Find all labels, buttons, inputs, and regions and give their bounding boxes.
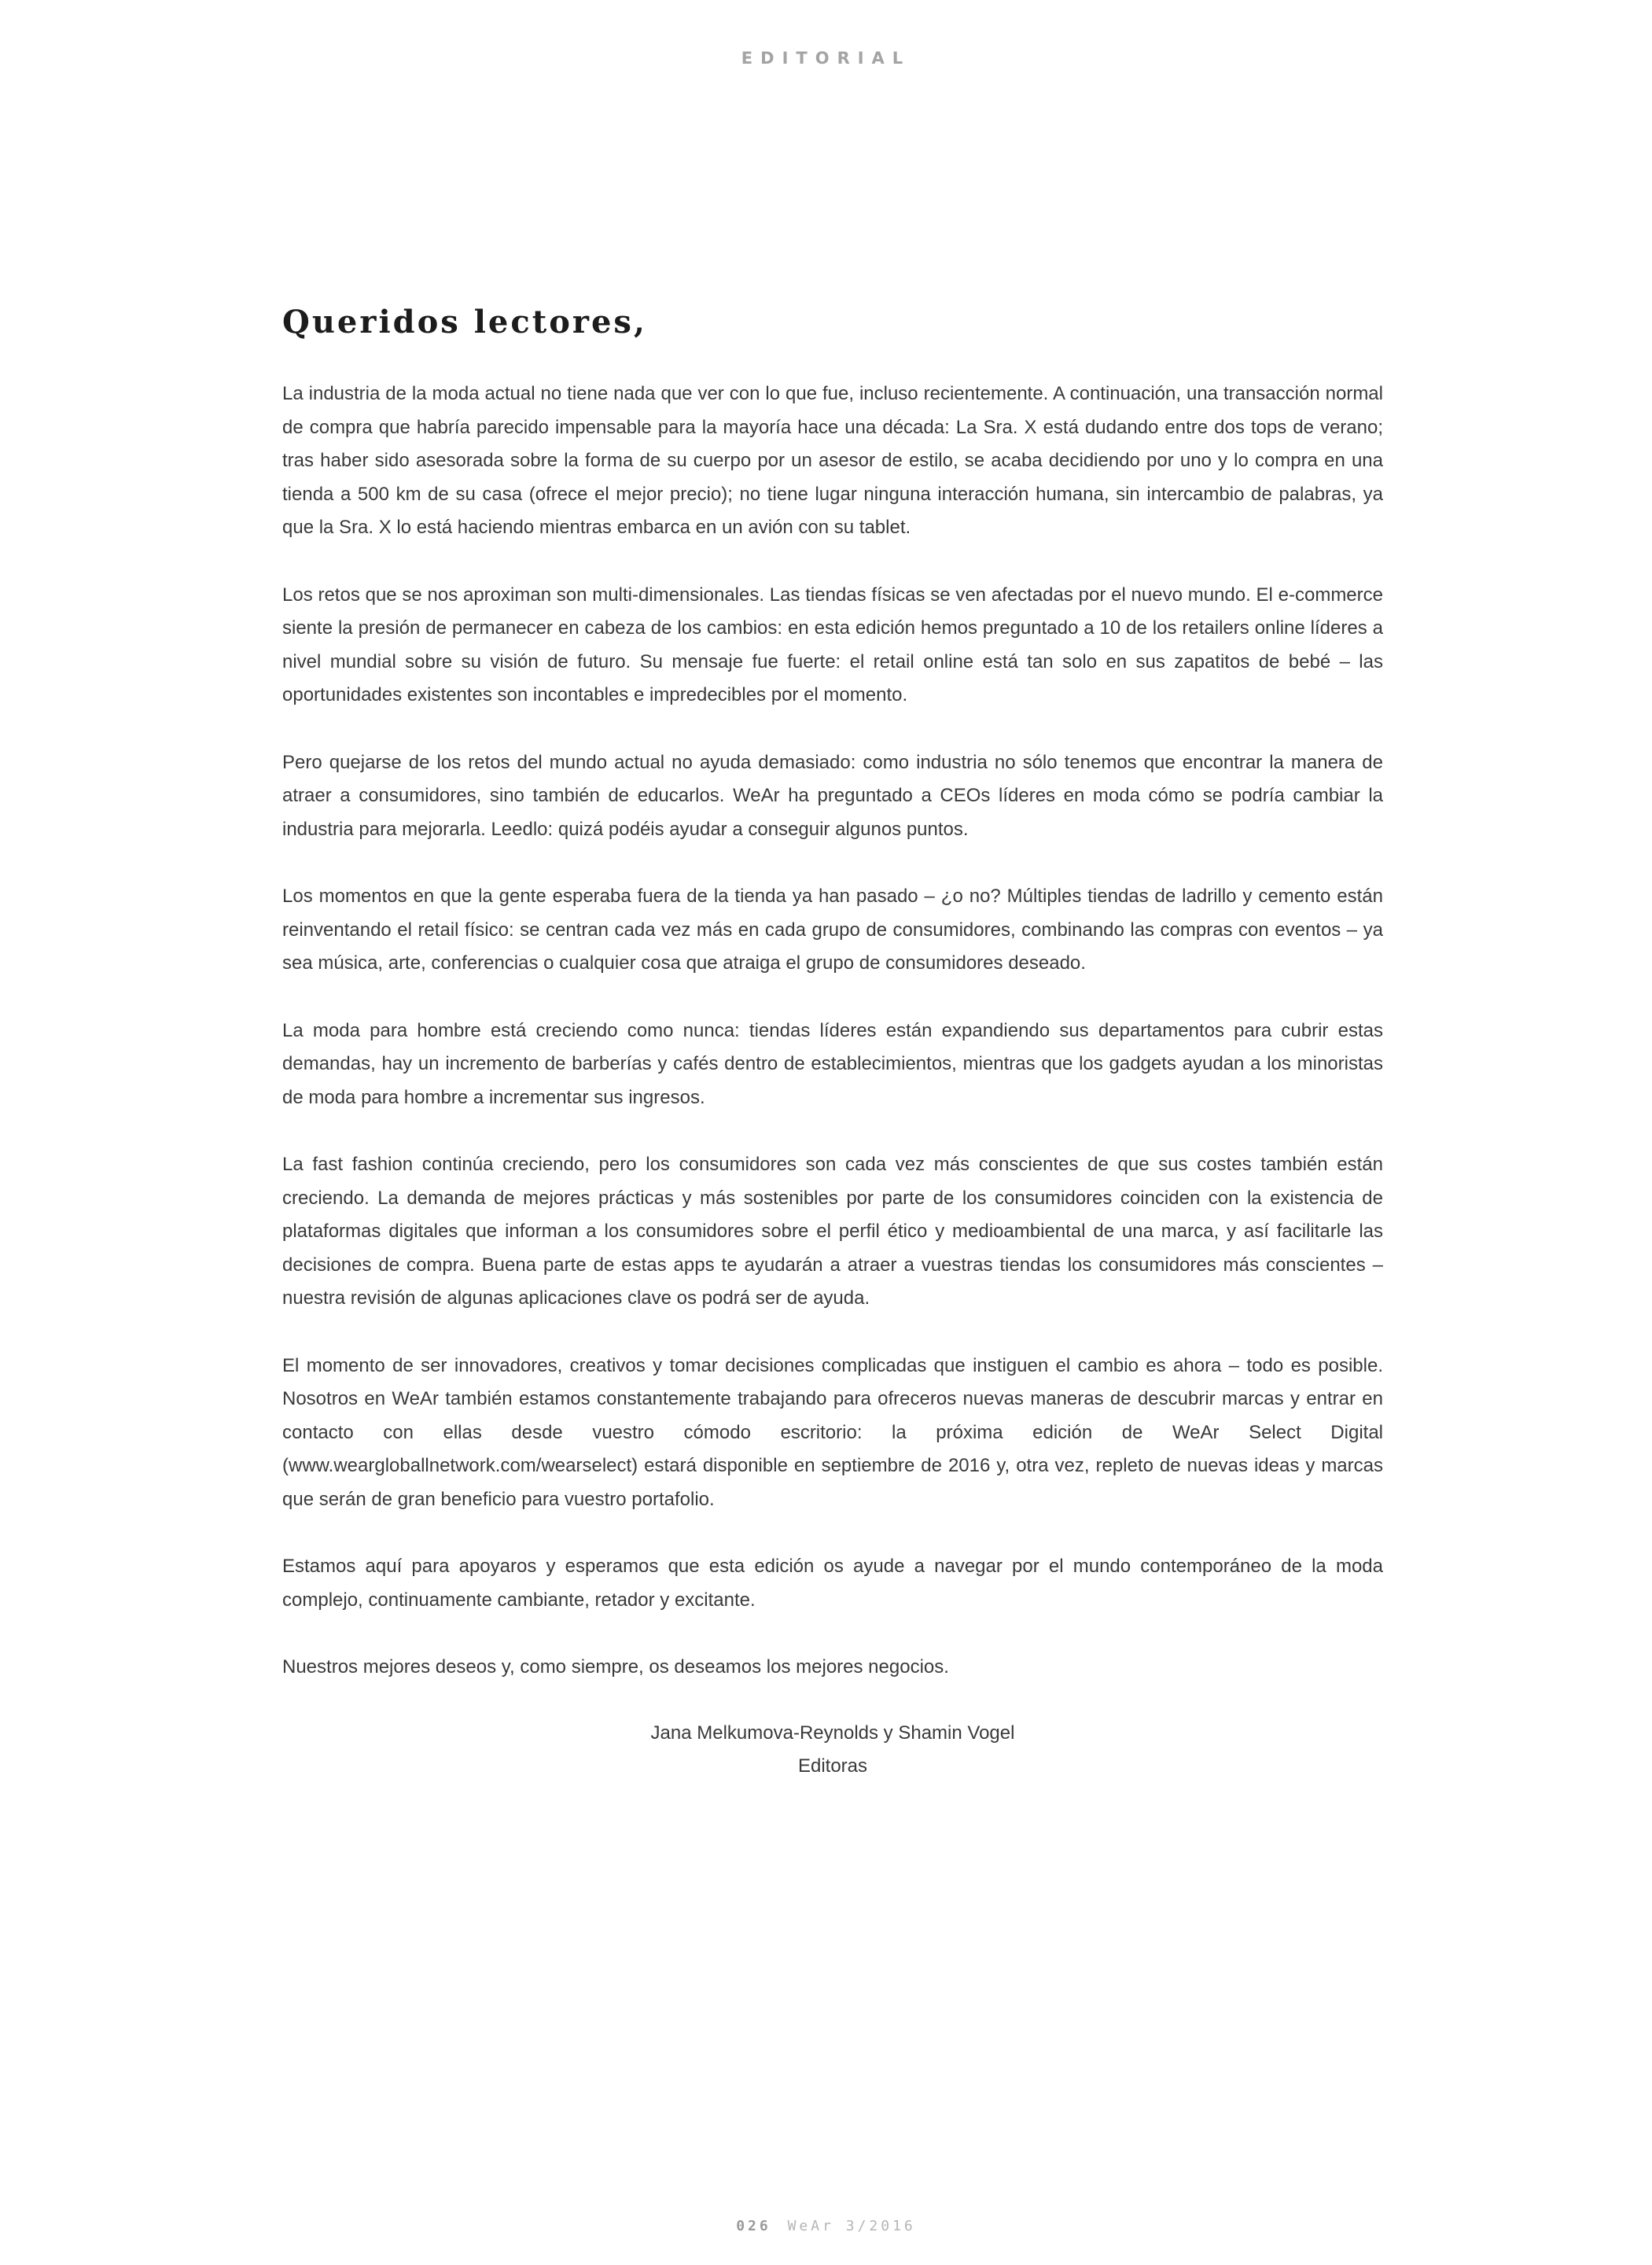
signature-role: Editoras (797, 1755, 868, 1777)
paragraph-6: La fast fashion continúa creciendo, pero los consumidores son cada vez más conscientes de que sus costes también están creciendo. La demanda de mejores prácticas y más sostenibles por parte de los consumidores coinciden con la existencia de plataformas digitales que informan a los consumidores sobre el perfil ético y medioambiental de una marca, y así facilitarle las decisiones de compra. Buena parte de estas apps te ayudarán a atraer a vuestras tiendas los consumidores más conscientes – nuestra revisión de algunas aplicaciones clave os podrá ser de ayuda. (282, 1154, 1383, 1309)
paragraph-2: Los retos que se nos aproximan son multi-dimensionales. Las tiendas físicas se ven afectadas por el nuevo mundo. El e-commerce siente la presión de permanecer en cabeza de los cambios: en esta edición hemos preguntado a 10 de los retailers online líderes a nivel mundial sobre su visión de futuro. Su mensaje fue fuerte: el retail online está tan solo en sus zapatitos de bebé – las oportunidades existentes son incontables e impredecibles por el momento. (282, 584, 1383, 705)
paragraph-5: La moda para hombre está creciendo como nunca: tiendas líderes están expandiendo sus departamentos para cubrir estas demandas, hay un incremento de barberías y cafés dentro de establecimientos, mientras que los gadgets ayudan a los minoristas de moda para hombre a incrementar sus ingresos. (282, 1019, 1383, 1108)
publication-issue: WeAr 3/2016 (787, 2218, 916, 2234)
editorial-body (282, 299, 1383, 1784)
paragraph-8: Estamos aquí para apoyaros y esperamos que esta edición os ayude a navegar por el mundo contemporáneo de la moda complejo, continuamente cambiante, retador y excitante. (282, 1556, 1383, 1611)
paragraph-1: La industria de la moda actual no tiene nada que ver con lo que fue, incluso recientemente. A continuación, una transacción normal de compra que habría parecido impensable para la mayoría hace una década: La Sra. X está dudando entre dos tops de verano; tras haber sido asesorada sobre la forma de su cuerpo por un asesor de estilo, se acaba decidiendo por uno y lo compra en una tienda a 500 km de su casa (ofrece el mejor precio); no tiene lugar ninguna interacción humana, sin intercambio de palabras, ya que la Sra. X lo está haciendo mientras embarca en un avión con su tablet. (282, 383, 1383, 538)
paragraph-7: El momento de ser innovadores, creativos y tomar decisiones complicadas que instiguen el cambio es ahora – todo es posible. Nosotros en WeAr también estamos constantemente trabajando para ofreceros nuevas maneras de descubrir marcas y entrar en contacto con ellas desde vuestro cómodo escritorio: la próxima edición de WeAr Select Digital (www.weargloballnetwork.com/wearselect) estará disponible en septiembre de 2016 y, otra vez, repleto de nuevas ideas y marcas que serán de gran beneficio para vuestro portafolio. (282, 1354, 1383, 1510)
paragraph-4: Los momentos en que la gente esperaba fuera de la tienda ya han pasado – ¿o no? Múltiples tiendas de ladrillo y cemento están reinventando el retail físico: se centran cada vez más en cada grupo de consumidores, combinando las compras con eventos – ya sea música, arte, conferencias o cualquier cosa que atraiga el grupo de consumidores deseado. (282, 886, 1383, 974)
page-title: Queridos lectores, (282, 304, 647, 341)
page-number: 026 (736, 2218, 771, 2234)
paragraph-9: Nuestros mejores deseos y, como siempre, os deseamos los mejores negocios. (282, 1656, 949, 1678)
page-footer (0, 2218, 1652, 2234)
signature-block (282, 1717, 1383, 1784)
paragraph-3: Pero quejarse de los retos del mundo actual no ayuda demasiado: como industria no sólo tenemos que encontrar la manera de atraer a consumidores, sino también de educarlos. WeAr ha preguntado a CEOs líderes en moda cómo se podría cambiar la industria para mejorarla. Leedlo: quizá podéis ayudar a conseguir algunos puntos. (282, 751, 1383, 840)
section-label: EDITORIAL (741, 49, 911, 68)
signature-names: Jana Melkumova-Reynolds y Shamin Vogel (650, 1722, 1015, 1744)
